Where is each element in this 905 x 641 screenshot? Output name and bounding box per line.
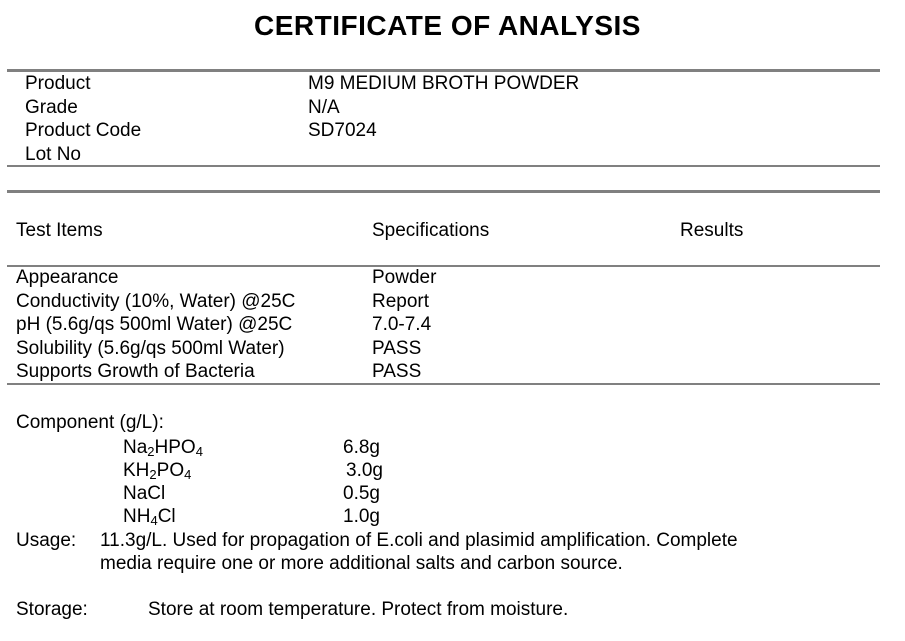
component-formula: NaCl [123,483,166,504]
storage-label: Storage: [16,599,88,620]
component-amount: 6.8g [343,437,380,458]
specification: Powder [372,267,437,288]
header-results: Results [680,220,744,241]
specification: 7.0-7.4 [372,314,432,335]
component-amount: 3.0g [346,460,383,481]
usage-label: Usage: [16,530,77,551]
component-formula: $Na_2HPO_4$ [123,437,203,459]
specification: PASS [372,338,422,359]
component-amount: 1.0g [343,506,380,527]
test-item: pH (5.6g/qs 500ml Water) @25C [16,314,293,335]
test-item: Appearance [16,267,119,288]
product-code-value: SD7024 [308,120,377,141]
divider [7,165,880,167]
usage-text-line1: 11.3g/L. Used for propagation of E.coli and plasimid amplification. Complete [100,530,738,551]
divider [7,190,880,193]
test-item: Conductivity (10%, Water) @25C [16,291,296,312]
component-amount: 0.5g [343,483,380,504]
usage-text-line2: media require one or more additional salts and carbon source. [100,553,623,574]
component-formula: $KH_2PO_4$ [123,460,192,482]
document-title: CERTIFICATE OF ANALYSIS [254,10,641,41]
test-item: Supports Growth of Bacteria [16,361,255,382]
divider [7,383,880,385]
specification: Report [372,291,430,312]
grade-value: N/A [308,97,340,118]
component-formula: $NH_4Cl$ [123,506,176,528]
header-specifications: Specifications [372,220,490,241]
test-item: Solubility (5.6g/qs 500ml Water) [16,338,285,359]
storage-text: Store at room temperature. Protect from moisture. [148,599,569,620]
specification: PASS [372,361,422,382]
components-heading: Component (g/L): [16,412,164,433]
lot-label: Lot No [25,144,81,165]
grade-label: Grade [25,97,78,118]
header-test-items: Test Items [16,220,103,241]
product-label: Product [25,73,91,94]
divider [7,265,880,267]
product-value: M9 MEDIUM BROTH POWDER [308,73,580,94]
product-code-label: Product Code [25,120,142,141]
